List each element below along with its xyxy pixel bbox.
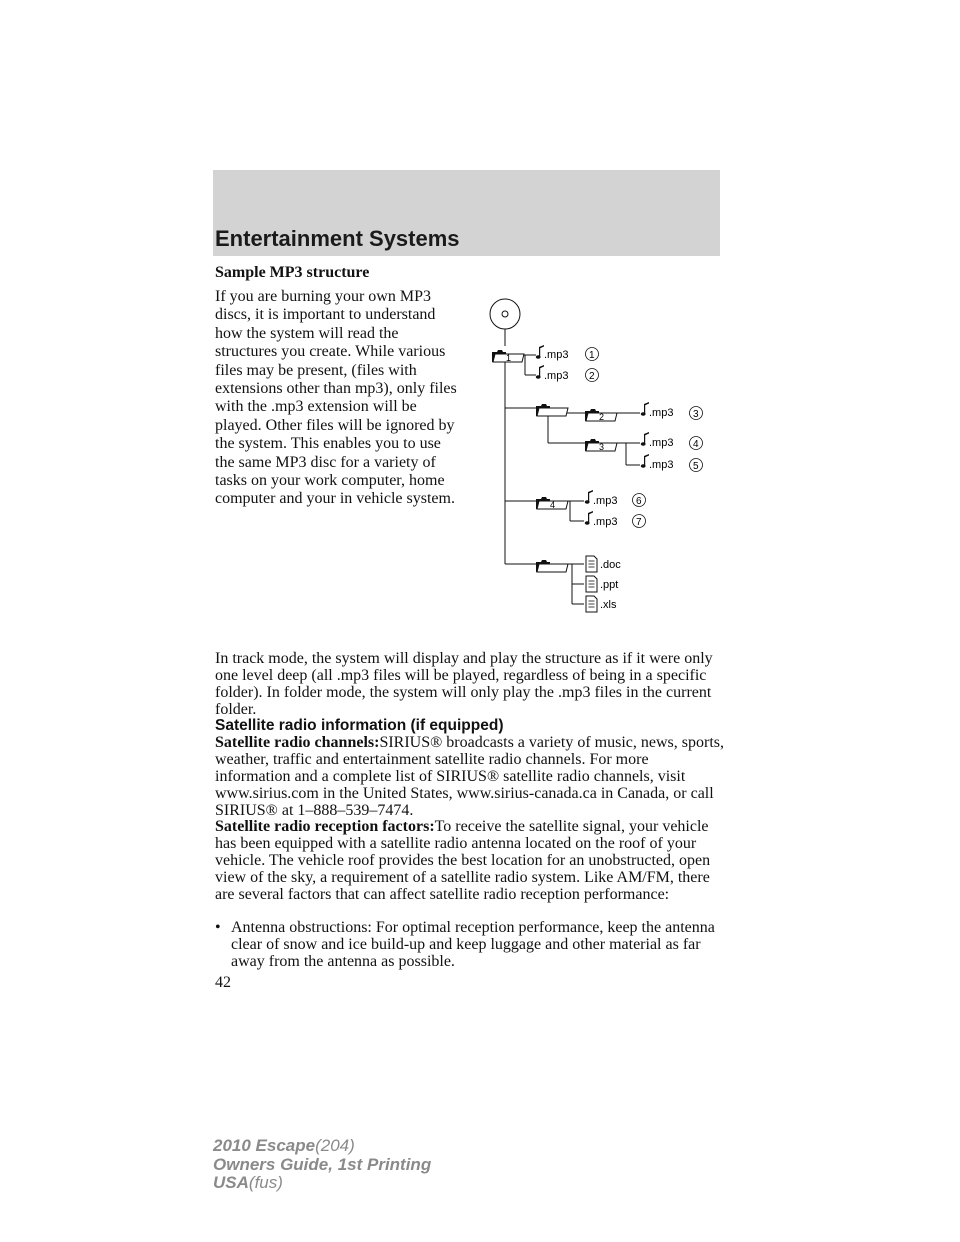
mp3-structure-heading: Sample MP3 structure [215,264,370,281]
footer-region: USA [213,1173,249,1192]
footer-printing: Owners Guide, 1st Printing [213,1154,432,1174]
music-note-icon [585,511,593,525]
bullet-mark: • [215,919,221,936]
reception-factors-paragraph [215,818,725,903]
channels-lead: Satellite radio channels: [215,734,380,751]
folder-icon [536,404,568,416]
folder-label: 3 [599,442,605,452]
track-number: 3 [693,409,699,420]
file-ext-label: .mp3 [544,349,569,361]
file-ext-label: .mp3 [593,516,618,528]
track-number: 4 [693,439,699,450]
reception-text: To receive the satellite signal, your vehicle has been equipped with a satellite radio antenna located on the roof of your vehicle. The vehicle roof provides the best location for an unobstructed, open view of the sky, a requirement of a satellite radio system. Like AM/FM, there are several factors that can affect satellite radio reception performance: [215,818,711,903]
track-number: 1 [589,350,595,361]
file-ext-label: .xls [600,599,617,611]
disc-icon [490,299,520,329]
file-ext-label: .mp3 [593,495,618,507]
folder-icon [492,350,524,363]
bullet-text: Antenna obstructions: For optimal reception performance, keep the antenna clear of snow and ice build-up and keep luggage and other material as far away from the antenna as possible. [231,919,715,970]
folder-icon [536,560,568,572]
track-number: 6 [636,496,642,507]
document-icon [586,576,597,592]
document-icon [586,556,597,572]
music-note-icon [585,490,593,504]
reception-lead: Satellite radio reception factors: [215,818,435,835]
footer-region-code: (fus) [248,1173,283,1192]
document-icon [586,596,597,612]
music-note-icon [536,365,544,379]
file-ext-label: .doc [600,559,621,571]
file-ext-label: .mp3 [649,407,674,419]
music-note-icon [536,345,544,359]
satellite-heading: Satellite radio information (if equipped) [215,717,504,734]
file-ext-label: .mp3 [649,459,674,471]
track-number: 5 [693,461,699,472]
folder-label: 2 [599,412,605,422]
music-note-icon [641,454,649,468]
footer-model: 2010 Escape [213,1136,316,1155]
folder-label: 1 [506,353,512,363]
print-footer [213,1137,431,1193]
track-number: 2 [589,371,595,382]
folder-icon [536,497,568,510]
folder-icon [585,439,617,452]
music-note-icon [641,432,649,446]
file-ext-label: .mp3 [544,370,569,382]
file-ext-label: .ppt [600,579,619,591]
track-number: 7 [636,517,642,528]
music-note-icon [641,402,649,416]
file-ext-label: .mp3 [649,437,674,449]
channels-text: SIRIUS® broadcasts a variety of music, news, sports, weather, traffic and entertainment satellite radio channels. For more information and a complete list of SIRIUS® satellite radio channels, visit www.sirius.com in the United States, www.sirius-canada.ca in Canada, or call SIRIUS® at 1–888–539–7474. [215,734,724,819]
section-title: Entertainment Systems [215,226,460,251]
folder-label: 4 [550,500,556,510]
mp3-intro-paragraph: If you are burning your own MP3 discs, it is important to understand how the system will read the structures you create. While various files may be present, (files with extensions other than mp3), only files with the .mp3 extension will be played. Other files will be ignored by the system. This enables you to use the same MP3 disc for a variety of tasks on your work computer, home computer and your in vehicle system. [215,288,457,508]
page-number: 42 [215,974,231,991]
satellite-channels-paragraph [215,734,725,819]
track-mode-paragraph: In track mode, the system will display and play the structure as if it were only one level deep (all .mp3 files will be played, regardless of being in a specific folder). In folder mode, the system will only play the .mp3 files in the current folder. [215,650,713,718]
folder-icon [585,409,617,422]
mp3-structure-diagram [488,296,720,622]
footer-model-code: (204) [315,1136,355,1155]
